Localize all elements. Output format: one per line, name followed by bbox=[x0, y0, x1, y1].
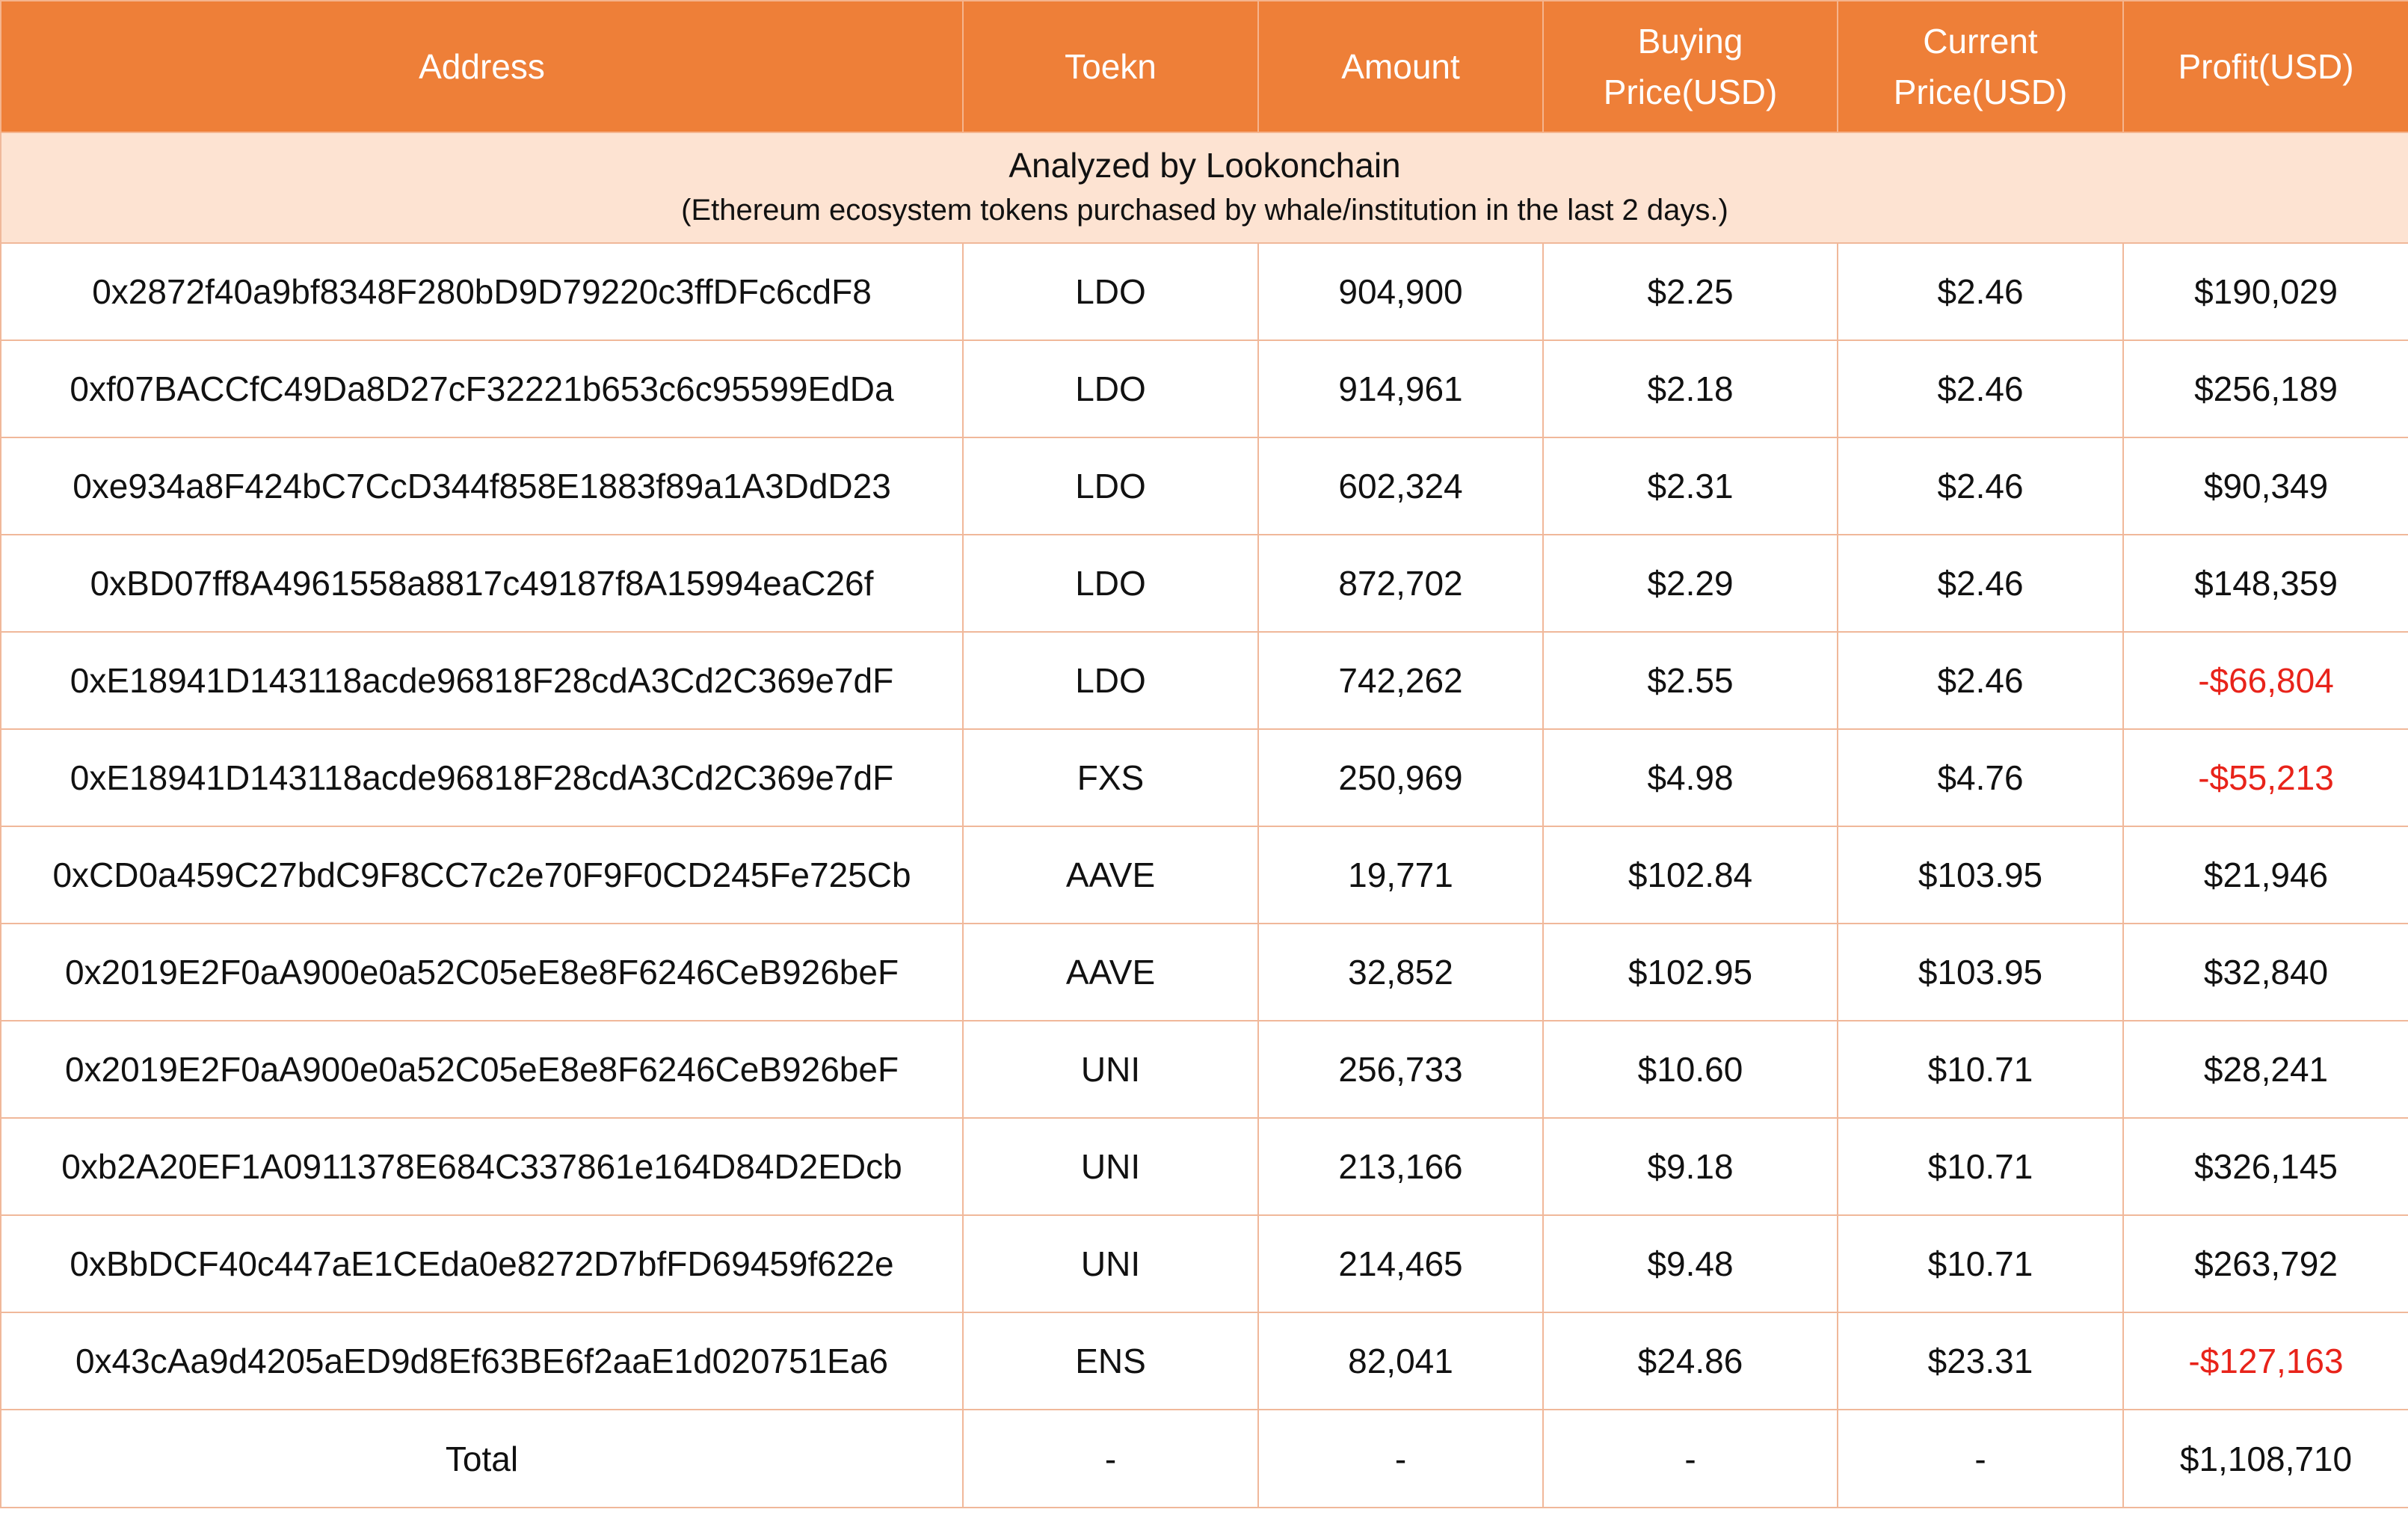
cell-current-price: $103.95 bbox=[1838, 826, 2123, 924]
cell-amount: 19,771 bbox=[1258, 826, 1543, 924]
banner-row bbox=[1, 132, 2408, 243]
cell-profit: $256,189 bbox=[2123, 340, 2408, 437]
cell-buying-price: $4.98 bbox=[1543, 729, 1838, 826]
cell-profit: -$127,163 bbox=[2123, 1312, 2408, 1410]
cell-amount: 214,465 bbox=[1258, 1215, 1543, 1312]
table-row bbox=[1, 1312, 2408, 1410]
cell-token: AAVE bbox=[963, 924, 1258, 1021]
cell-current-price: $2.46 bbox=[1838, 340, 2123, 437]
cell-profit: $21,946 bbox=[2123, 826, 2408, 924]
cell-amount: 914,961 bbox=[1258, 340, 1543, 437]
cell-buying-price: $24.86 bbox=[1543, 1312, 1838, 1410]
cell-current-price: $2.46 bbox=[1838, 437, 2123, 535]
header-current-price bbox=[1838, 1, 2123, 132]
cell-address: 0xe934a8F424bC7CcD344f858E1883f89a1A3DdD23 bbox=[1, 437, 963, 535]
cell-profit: -$55,213 bbox=[2123, 729, 2408, 826]
cell-current-price: $10.71 bbox=[1838, 1215, 2123, 1312]
table-body bbox=[1, 132, 2408, 1410]
table-row bbox=[1, 1215, 2408, 1312]
cell-buying-price: $102.84 bbox=[1543, 826, 1838, 924]
cell-profit: $32,840 bbox=[2123, 924, 2408, 1021]
cell-current-price: $10.71 bbox=[1838, 1118, 2123, 1215]
header-token: Toekn bbox=[963, 1, 1258, 132]
cell-buying-price: $10.60 bbox=[1543, 1021, 1838, 1118]
cell-address: 0x2872f40a9bf8348F280bD9D79220c3ffDFc6cdF8 bbox=[1, 243, 963, 340]
total-current-price: - bbox=[1838, 1410, 2123, 1508]
cell-address: 0x2019E2F0aA900e0a52C05eE8e8F6246CeB926beF bbox=[1, 924, 963, 1021]
total-label: Total bbox=[1, 1410, 963, 1508]
cell-current-price: $4.76 bbox=[1838, 729, 2123, 826]
cell-buying-price: $9.18 bbox=[1543, 1118, 1838, 1215]
table-row bbox=[1, 924, 2408, 1021]
header-buying-line1: Buying bbox=[1637, 22, 1743, 61]
cell-token: UNI bbox=[963, 1021, 1258, 1118]
table-row bbox=[1, 1021, 2408, 1118]
header-current-line2: Price(USD) bbox=[1893, 73, 2068, 111]
header-amount: Amount bbox=[1258, 1, 1543, 132]
cell-amount: 904,900 bbox=[1258, 243, 1543, 340]
cell-profit: $28,241 bbox=[2123, 1021, 2408, 1118]
table-row bbox=[1, 729, 2408, 826]
cell-buying-price: $2.55 bbox=[1543, 632, 1838, 729]
cell-address: 0xBbDCF40c447aE1CEda0e8272D7bfFD69459f622e bbox=[1, 1215, 963, 1312]
table-row bbox=[1, 1118, 2408, 1215]
cell-address: 0xBD07ff8A4961558a8817c49187f8A15994eaC26f bbox=[1, 535, 963, 632]
cell-token: UNI bbox=[963, 1118, 1258, 1215]
cell-amount: 872,702 bbox=[1258, 535, 1543, 632]
cell-amount: 256,733 bbox=[1258, 1021, 1543, 1118]
cell-buying-price: $102.95 bbox=[1543, 924, 1838, 1021]
cell-profit: $190,029 bbox=[2123, 243, 2408, 340]
cell-token: LDO bbox=[963, 535, 1258, 632]
cell-amount: 602,324 bbox=[1258, 437, 1543, 535]
cell-current-price: $103.95 bbox=[1838, 924, 2123, 1021]
cell-address: 0xCD0a459C27bdC9F8CC7c2e70F9F0CD245Fe725Cb bbox=[1, 826, 963, 924]
cell-profit: $263,792 bbox=[2123, 1215, 2408, 1312]
cell-token: UNI bbox=[963, 1215, 1258, 1312]
banner-cell bbox=[1, 132, 2408, 243]
cell-current-price: $23.31 bbox=[1838, 1312, 2123, 1410]
table-row bbox=[1, 826, 2408, 924]
cell-amount: 82,041 bbox=[1258, 1312, 1543, 1410]
cell-profit: $90,349 bbox=[2123, 437, 2408, 535]
table-row bbox=[1, 437, 2408, 535]
cell-token: LDO bbox=[963, 632, 1258, 729]
cell-address: 0x43cAa9d4205aED9d8Ef63BE6f2aaE1d020751Ea6 bbox=[1, 1312, 963, 1410]
cell-address: 0xb2A20EF1A0911378E684C337861e164D84D2EDcb bbox=[1, 1118, 963, 1215]
header-current-line1: Current bbox=[1923, 22, 2038, 61]
table-row bbox=[1, 340, 2408, 437]
cell-token: LDO bbox=[963, 340, 1258, 437]
total-row bbox=[1, 1410, 2408, 1508]
cell-buying-price: $2.31 bbox=[1543, 437, 1838, 535]
cell-profit: $326,145 bbox=[2123, 1118, 2408, 1215]
cell-address: 0x2019E2F0aA900e0a52C05eE8e8F6246CeB926beF bbox=[1, 1021, 963, 1118]
cell-token: ENS bbox=[963, 1312, 1258, 1410]
total-profit: $1,108,710 bbox=[2123, 1410, 2408, 1508]
cell-buying-price: $9.48 bbox=[1543, 1215, 1838, 1312]
table-row bbox=[1, 535, 2408, 632]
table-row bbox=[1, 243, 2408, 340]
banner-subtitle: (Ethereum ecosystem tokens purchased by whale/institution in the last 2 days.) bbox=[681, 194, 1728, 227]
cell-token: AAVE bbox=[963, 826, 1258, 924]
cell-current-price: $2.46 bbox=[1838, 535, 2123, 632]
banner-title: Analyzed by Lookonchain bbox=[1009, 146, 1401, 185]
cell-amount: 250,969 bbox=[1258, 729, 1543, 826]
cell-address: 0xf07BACCfC49Da8D27cF32221b653c6c95599EdDa bbox=[1, 340, 963, 437]
cell-address: 0xE18941D143118acde96818F28cdA3Cd2C369e7dF bbox=[1, 632, 963, 729]
cell-profit: -$66,804 bbox=[2123, 632, 2408, 729]
header-buying-price bbox=[1543, 1, 1838, 132]
total-buying-price: - bbox=[1543, 1410, 1838, 1508]
cell-current-price: $2.46 bbox=[1838, 243, 2123, 340]
cell-amount: 742,262 bbox=[1258, 632, 1543, 729]
cell-amount: 32,852 bbox=[1258, 924, 1543, 1021]
cell-token: LDO bbox=[963, 437, 1258, 535]
cell-address: 0xE18941D143118acde96818F28cdA3Cd2C369e7dF bbox=[1, 729, 963, 826]
cell-current-price: $10.71 bbox=[1838, 1021, 2123, 1118]
header-profit: Profit(USD) bbox=[2123, 1, 2408, 132]
cell-token: FXS bbox=[963, 729, 1258, 826]
cell-buying-price: $2.18 bbox=[1543, 340, 1838, 437]
cell-token: LDO bbox=[963, 243, 1258, 340]
table-row bbox=[1, 632, 2408, 729]
cell-profit: $148,359 bbox=[2123, 535, 2408, 632]
cell-buying-price: $2.25 bbox=[1543, 243, 1838, 340]
header-row bbox=[1, 1, 2408, 132]
cell-current-price: $2.46 bbox=[1838, 632, 2123, 729]
total-amount: - bbox=[1258, 1410, 1543, 1508]
header-address: Address bbox=[1, 1, 963, 132]
cell-amount: 213,166 bbox=[1258, 1118, 1543, 1215]
header-buying-line2: Price(USD) bbox=[1603, 73, 1778, 111]
total-token: - bbox=[963, 1410, 1258, 1508]
cell-buying-price: $2.29 bbox=[1543, 535, 1838, 632]
